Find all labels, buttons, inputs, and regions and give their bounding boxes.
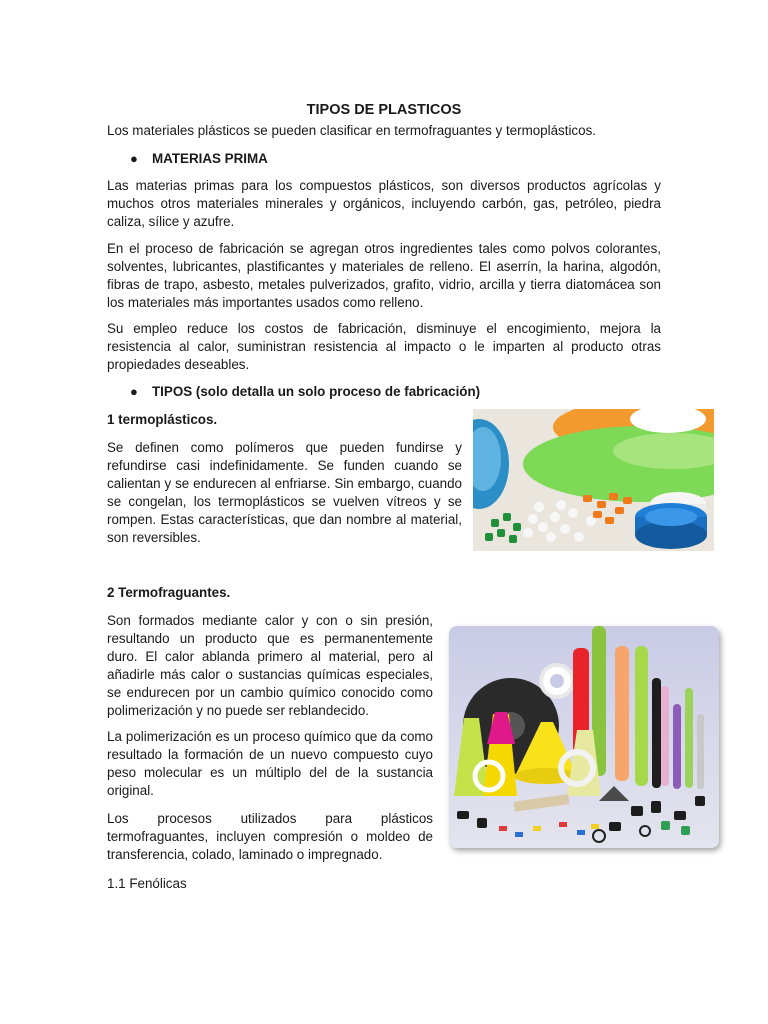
document-title: TIPOS DE PLASTICOS (306, 101, 462, 118)
paragraph-termofraguantes: Son formados mediante calor y con o sin presión, resultando un producto que es permanentemente duro. El calor ablanda primero al material, pero al añadirle más calor o sustancias químicas especiales, se endurecen por un cambio químico conocido como polimerización y no puede ser reblandecido. (107, 613, 433, 718)
paragraph-polimerizacion: La polimerización es un proceso químico que da como resultado la formación de un nuevo compuesto cuyo peso molecular es un múltiplo del de la sustancia original. (107, 729, 433, 798)
bullet-tipos (130, 383, 652, 401)
bullet-label: MATERIAS PRIMA (152, 151, 268, 166)
bullet-label: TIPOS (solo detalla un solo proceso de fabricación) (152, 384, 481, 399)
thermosets-photo (449, 626, 719, 848)
paragraph-procesos: Los procesos utilizados para plásticos termofraguantes, incluyen compresión o moldeo de transferencia, colado, laminado o impregnado. (107, 811, 433, 862)
bullet-dot-icon: ● (130, 384, 138, 399)
paragraph-materias: Las materias primas para los compuestos plásticos, son diversos productos agrícolas y muchos otros materiales minerales y orgánicos, incluyendo carbón, gas, petróleo, piedra caliza, sílice y azufre. (107, 178, 661, 229)
paragraph-empleo: Su empleo reduce los costos de fabricación, disminuye el encogimiento, mejora la resistencia al calor, suministran resistencia al impacto o le imparten al producto otras propiedades deseables. (107, 321, 661, 372)
subheading-fenolicas: 1.1 Fenólicas (107, 876, 187, 891)
paragraph-proceso: En el proceso de fabricación se agregan otros ingredientes tales como polvos colorantes, solventes, lubricantes, plastificantes y materiales de relleno. El aserrín, la harina, algodón, fibras de trapo, asbesto, metales pulverizados, grafito, vidrio, arcilla y tierra diatomácea son los materiales más importantes usados como relleno. (107, 241, 661, 310)
paragraph-termoplasticos: Se definen como polímeros que pueden fundirse y refundirse casi indefinidamente. Se funden cuando se calientan y se endurecen al enfriarse. Sin embargo, cuando se congelan, los termoplásticos se vuelven vítreos y se rompen. Estas características, que dan nombre al material, son reversibles. (107, 440, 462, 545)
intro-paragraph: Los materiales plásticos se pueden clasificar en termofraguantes y termoplásticos. (107, 123, 596, 138)
bullet-materias-prima (130, 150, 652, 168)
bullet-dot-icon: ● (130, 151, 138, 166)
thermoplastics-photo (473, 409, 714, 551)
heading-termofraguantes: 2 Termofraguantes. (107, 585, 231, 600)
heading-termoplasticos: 1 termoplásticos. (107, 412, 218, 427)
